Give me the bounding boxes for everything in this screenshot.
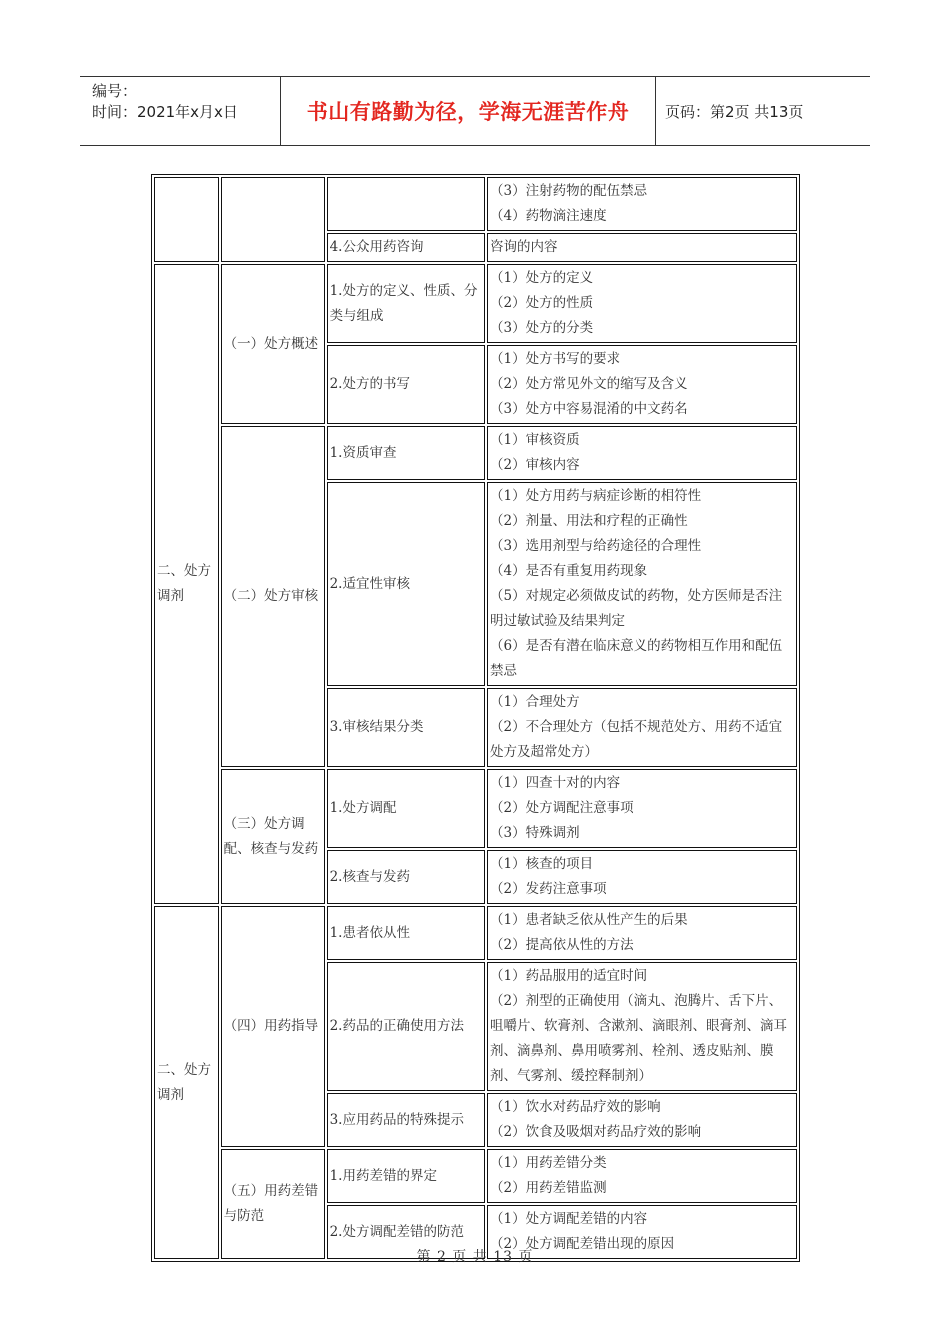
item-cell: 3.应用药品的特殊提示	[327, 1093, 485, 1147]
points-cell	[487, 233, 797, 262]
list-item: （1）处方书写的要求	[490, 351, 621, 367]
chapter-cell: 二、处方调剂	[154, 264, 219, 904]
list-item: （1）四查十对的内容	[490, 775, 621, 791]
header-motto-cell	[280, 77, 656, 145]
item-cell: 2.处方的书写	[327, 345, 485, 424]
section-cell	[221, 177, 325, 262]
list-item: （3）注射药物的配伍禁忌	[490, 183, 648, 199]
table-row	[154, 906, 797, 960]
list-item: （2）审核内容	[490, 457, 580, 473]
item-cell: 2.药品的正确使用方法	[327, 962, 485, 1091]
list-item: （5）对规定必须做皮试的药物，处方医师是否注明过敏试验及结果判定	[490, 588, 783, 629]
list-item: （2）剂型的正确使用（滴丸、泡腾片、舌下片、咀嚼片、软膏剂、含漱剂、滴眼剂、眼膏剂、滴耳剂、滴鼻剂、鼻用喷雾剂、栓剂、透皮贴剂、膜剂、气雾剂、缓控释制剂）	[490, 993, 788, 1084]
list-item: （1）用药差错分类	[490, 1155, 607, 1171]
item-cell: 1.处方调配	[327, 769, 485, 848]
item-cell: 1.患者依从性	[327, 906, 485, 960]
item-cell: 2.处方调配差错的防范	[327, 1205, 485, 1259]
page-info: 页码：第2页 共13页	[665, 102, 804, 121]
section-cell: （二）处方审核	[221, 426, 325, 767]
table-row	[154, 177, 797, 231]
item-cell: 3.审核结果分类	[327, 688, 485, 767]
list-item: （2）处方常见外文的缩写及含义	[490, 376, 688, 392]
table-row	[154, 426, 797, 480]
item-cell: 1.处方的定义、性质、分类与组成	[327, 264, 485, 343]
chapter-cell: 二、处方调剂	[154, 906, 219, 1259]
section-cell: （一）处方概述	[221, 264, 325, 424]
section-cell: （三）处方调配、核查与发药	[221, 769, 325, 904]
list-item: （2）提高依从性的方法	[490, 937, 634, 953]
section-cell: （四）用药指导	[221, 906, 325, 1147]
list-item: （2）饮食及吸烟对药品疗效的影响	[490, 1124, 702, 1140]
list-item: （1）患者缺乏依从性产生的后果	[490, 912, 688, 928]
list-item: （1）核查的项目	[490, 856, 594, 872]
list-item: （1）处方用药与病症诊断的相符性	[490, 488, 702, 504]
points-cell	[487, 426, 797, 480]
item-cell	[327, 177, 485, 231]
list-item: （1）审核资质	[490, 432, 580, 448]
list-item: （1）处方调配差错的内容	[490, 1211, 648, 1227]
points-cell	[487, 769, 797, 848]
time-label: 时间：2021年x月x日	[92, 103, 238, 121]
header-page-cell	[655, 77, 870, 145]
chapter-cell	[154, 177, 219, 262]
list-item: （2）发药注意事项	[490, 881, 607, 897]
list-item: （2）用药差错监测	[490, 1180, 607, 1196]
table-row	[154, 769, 797, 848]
page-footer: 第 2 页 共 13 页	[416, 1249, 534, 1265]
list-item: （3）特殊调剂	[490, 825, 580, 841]
list-item: （1）饮水对药品疗效的影响	[490, 1099, 661, 1115]
list-item: （2）不合理处方（包括不规范处方、用药不适宜处方及超常处方）	[490, 719, 783, 760]
table-row	[154, 1149, 797, 1203]
list-item: （2）处方调配注意事项	[490, 800, 634, 816]
list-item: （3）处方的分类	[490, 320, 594, 336]
section-cell: （五）用药差错与防范	[221, 1149, 325, 1259]
list-item: （4）药物滴注速度	[490, 208, 607, 224]
list-item: （1）合理处方	[490, 694, 580, 710]
syllabus-table	[151, 174, 800, 1262]
list-item: （6）是否有潜在临床意义的药物相互作用和配伍禁忌	[490, 638, 783, 679]
header-meta	[80, 77, 280, 145]
number-label: 编号：	[92, 82, 138, 100]
item-cell: 4.公众用药咨询	[327, 233, 485, 262]
points-cell	[487, 962, 797, 1091]
item-cell: 1.资质审查	[327, 426, 485, 480]
item-cell: 2.适宜性审核	[327, 482, 485, 686]
list-item: （3）选用剂型与给药途径的合理性	[490, 538, 702, 554]
points-cell	[487, 850, 797, 904]
list-item: （2）剂量、用法和疗程的正确性	[490, 513, 688, 529]
list-item: 咨询的内容	[490, 239, 558, 255]
points-cell	[487, 1149, 797, 1203]
list-item: （4）是否有重复用药现象	[490, 563, 648, 579]
list-item: （2）处方的性质	[490, 295, 594, 311]
points-cell	[487, 906, 797, 960]
list-item: （1）处方的定义	[490, 270, 594, 286]
list-item: （2）处方调配差错出现的原因	[490, 1236, 675, 1252]
points-cell	[487, 482, 797, 686]
item-cell: 1.用药差错的界定	[327, 1149, 485, 1203]
points-cell	[487, 688, 797, 767]
item-cell: 2.核查与发药	[327, 850, 485, 904]
points-cell	[487, 264, 797, 343]
list-item: （1）药品服用的适宜时间	[490, 968, 648, 984]
points-cell	[487, 177, 797, 231]
points-cell	[487, 1093, 797, 1147]
motto-text: 书山有路勤为径，学海无涯苦作舟	[306, 100, 630, 124]
list-item: （3）处方中容易混淆的中文药名	[490, 401, 688, 417]
table-row	[154, 264, 797, 343]
page-header	[80, 76, 870, 146]
points-cell	[487, 345, 797, 424]
